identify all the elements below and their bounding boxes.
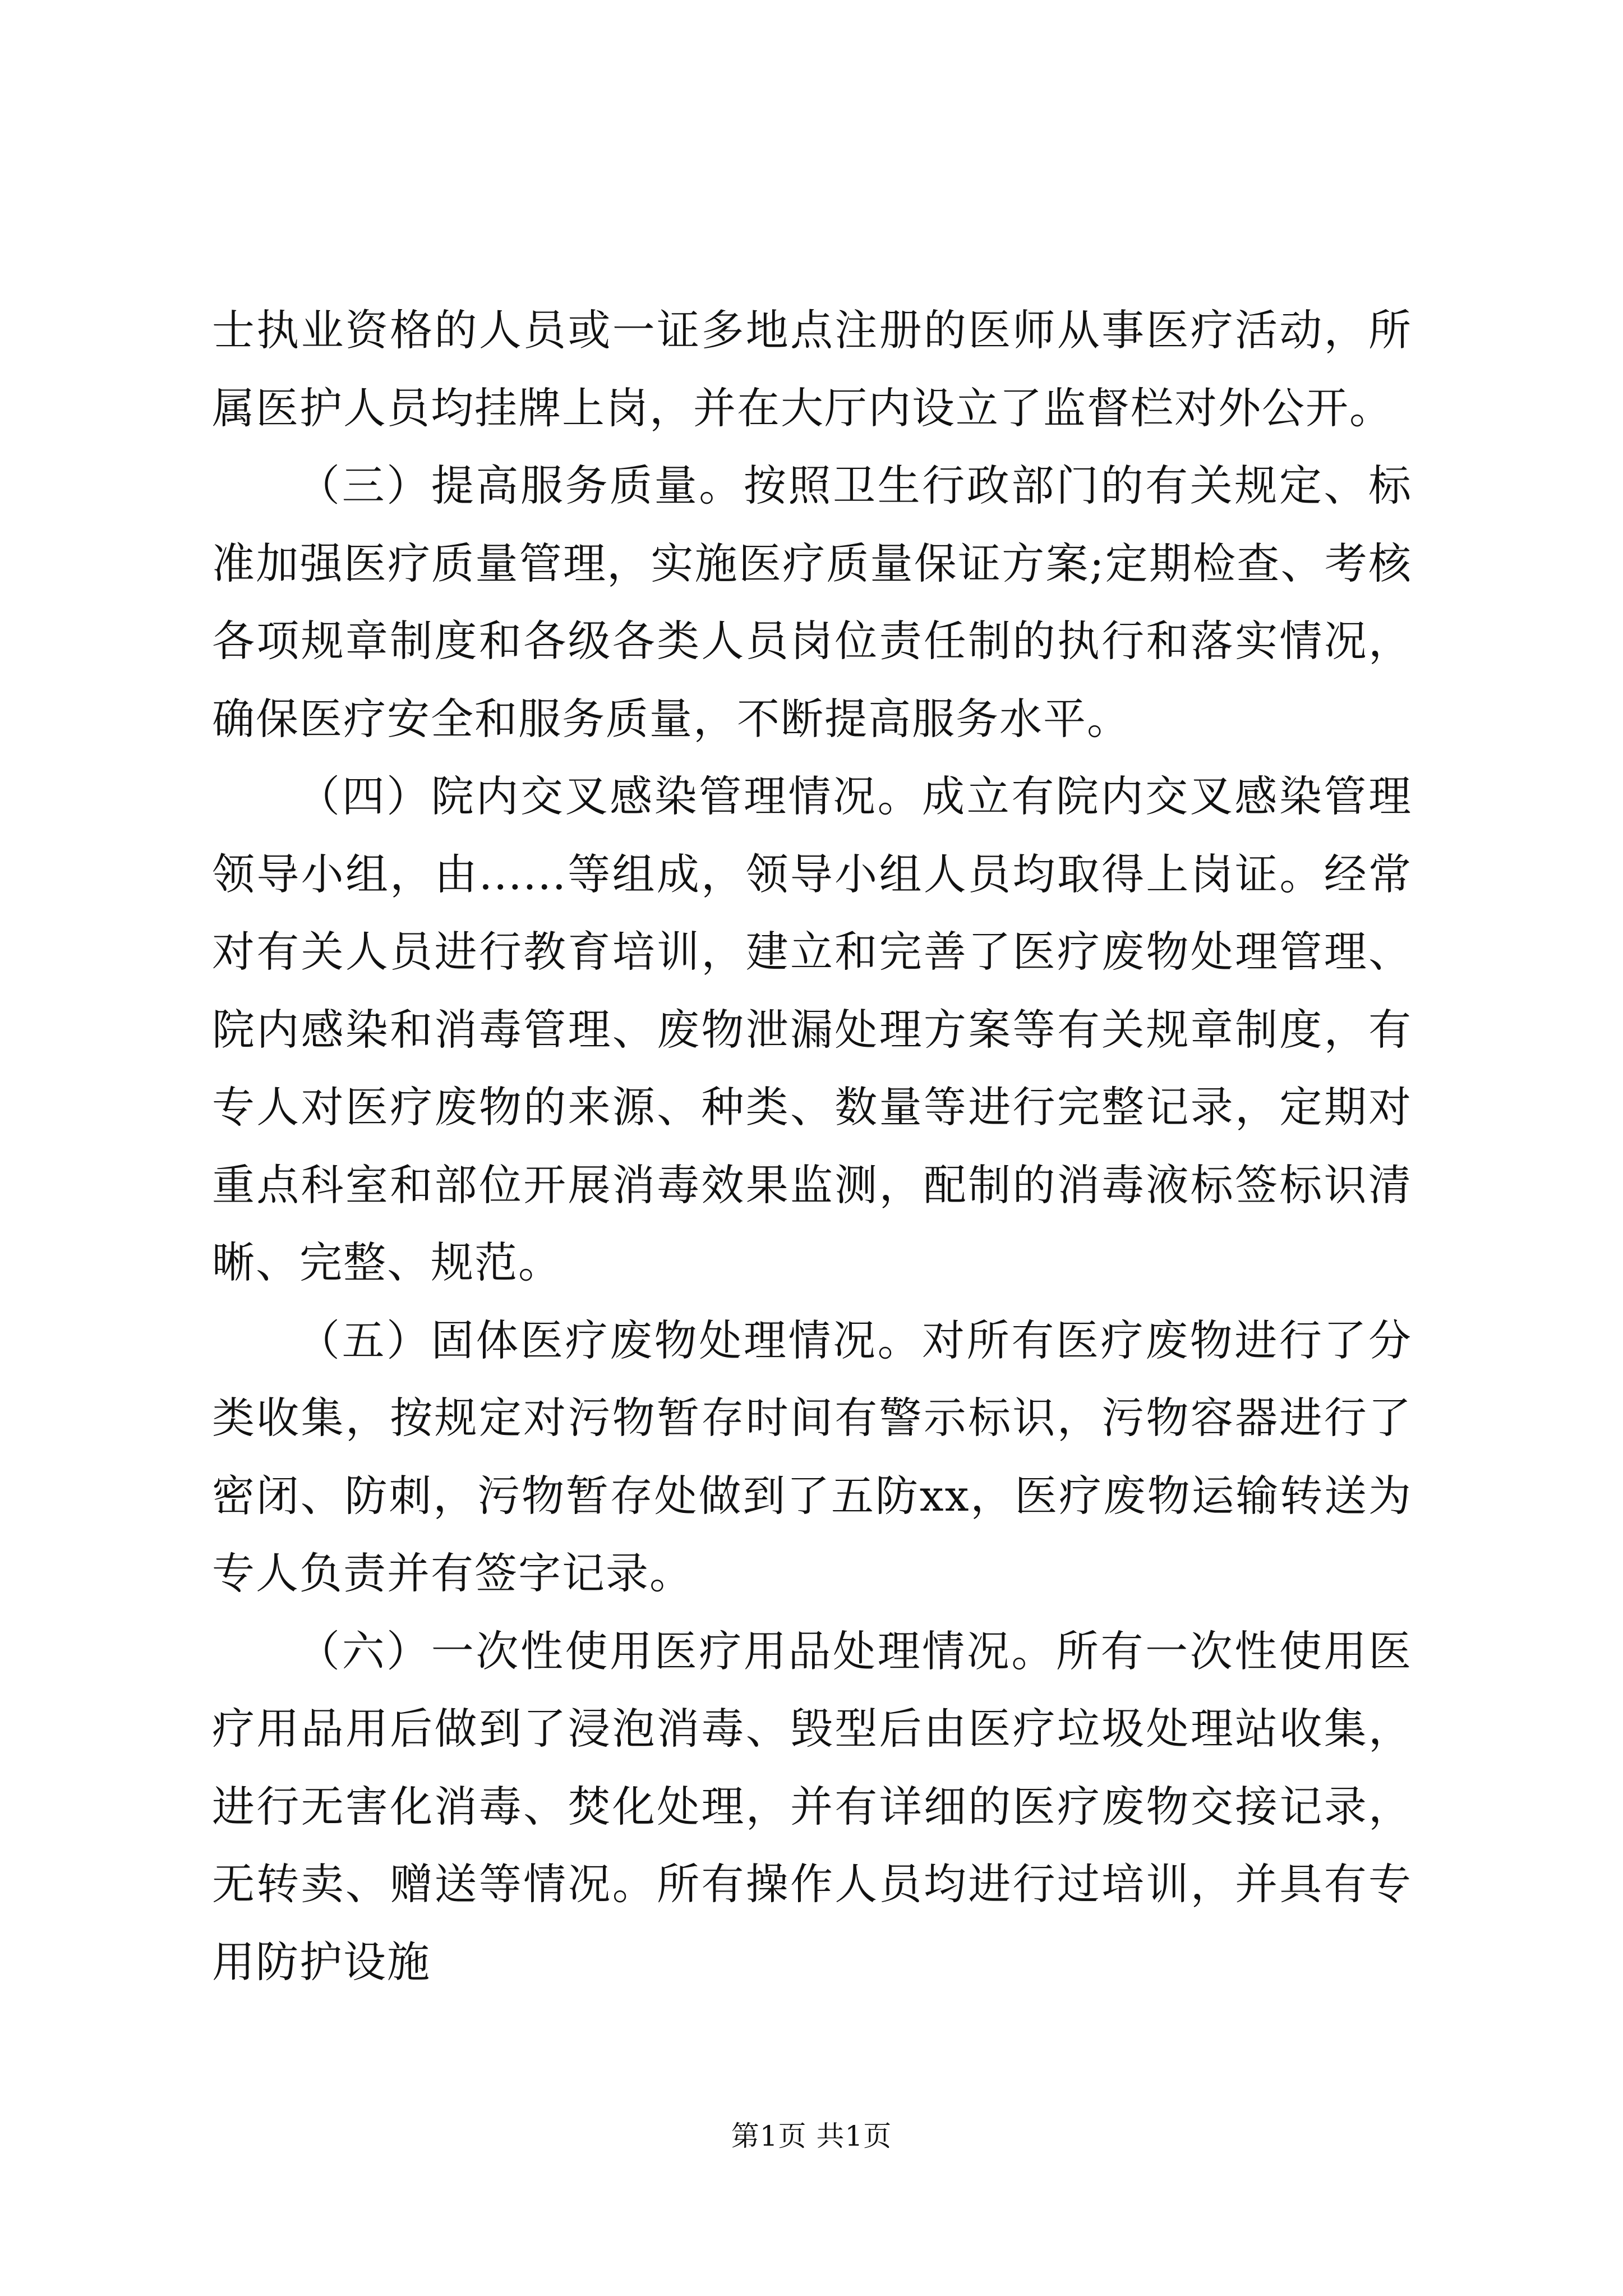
paragraph-continuation: 士执业资格的人员或一证多地点注册的医师从事医疗活动，所属医护人员均挂牌上岗，并在大厅内设立了监督栏对外公开。 [212,305,1412,433]
paragraph-service-quality: （三）提高服务质量。按照卫生行政部门的有关规定、标准加强医疗质量管理，实施医疗质量保证方案;定期检查、考核各项规章制度和各级各类人员岗位责任制的执行和落实情况，确保医疗安全和服务质量，不断提高服务水平。 [212,461,1412,744]
document-body [212,292,1412,2001]
paragraph-cross-infection: （四）院内交叉感染管理情况。成立有院内交叉感染管理领导小组，由......等组成，领导小组人员均取得上岗证。经常对有关人员进行教育培训，建立和完善了医疗废物处理管理、院内感染和消毒管理、废物泄漏处理方案等有关规章制度，有专人对医疗废物的来源、种类、数量等进行完整记录，定期对重点科室和部位开展消毒效果监测，配制的消毒液标签标识清晰、完整、规范。 [212,771,1412,1287]
paragraph-solid-waste: （五）固体医疗废物处理情况。对所有医疗废物进行了分类收集，按规定对污物暂存时间有警示标识，污物容器进行了密闭、防刺，污物暂存处做到了五防xx，医疗废物运输转送为专人负责并有签字记录。 [212,1315,1412,1598]
page-footer: 第1页 共1页 [731,2120,892,2152]
paragraph-disposable-items: （六）一次性使用医疗用品处理情况。所有一次性使用医疗用品用后做到了浸泡消毒、毁型后由医疗垃圾处理站收集，进行无害化消毒、焚化处理，并有详细的医疗废物交接记录，无转卖、赠送等情况。所有操作人员均进行过培训，并具有专用防护设施 [212,1626,1412,1987]
